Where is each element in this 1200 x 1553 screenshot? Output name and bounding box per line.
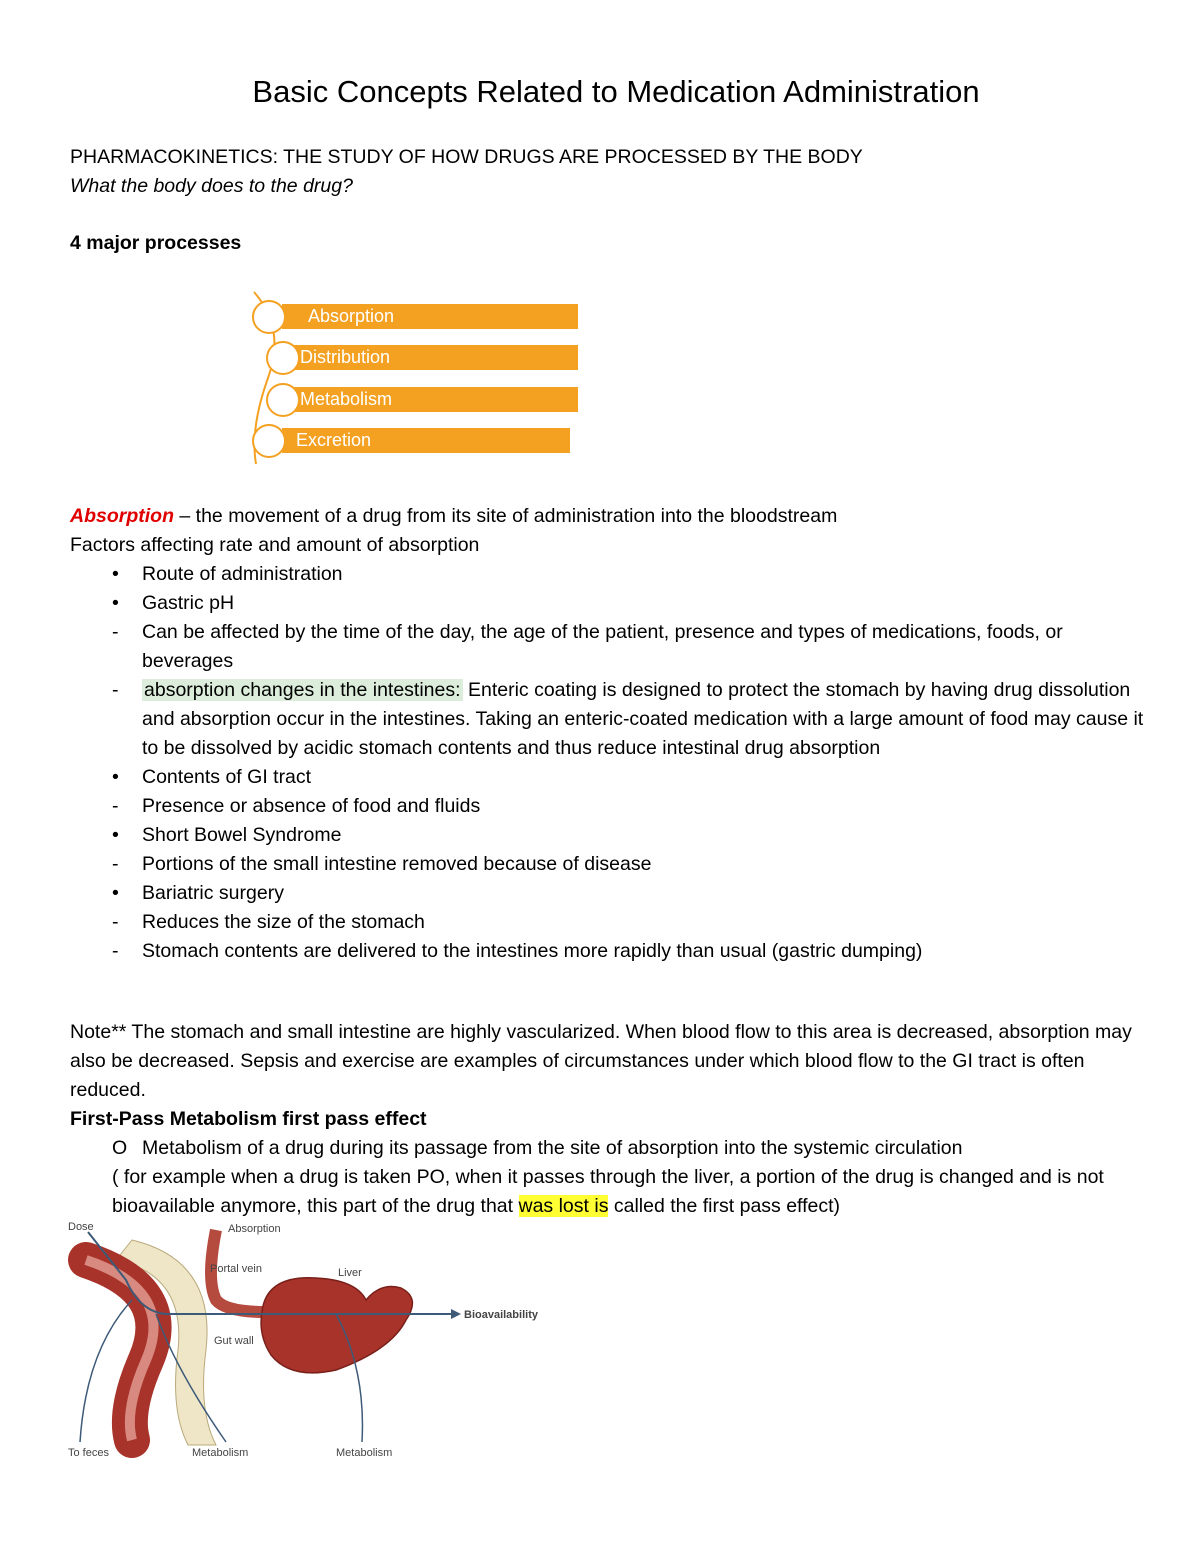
- factor-bullet: -: [112, 621, 119, 643]
- process-node: [266, 383, 300, 417]
- factor-text: Reduces the size of the stomach: [142, 911, 425, 933]
- factor-bullet: -: [112, 940, 119, 962]
- factor-text: Short Bowel Syndrome: [142, 824, 342, 846]
- factor-bullet: •: [112, 592, 119, 614]
- factor-highlight: absorption changes in the intestines:: [144, 679, 461, 701]
- factor-bullet: -: [112, 911, 119, 933]
- page-title: Basic Concepts Related to Medication Administration: [252, 74, 980, 109]
- intestine-tube: [86, 1260, 154, 1440]
- label-bioavailability: Bioavailability: [464, 1309, 538, 1321]
- absorption-definition-text: – the movement of a drug from its site of administration into the bloodstream: [173, 505, 838, 527]
- process-absorption: [282, 304, 578, 329]
- factor-text: Presence or absence of food and fluids: [142, 795, 481, 817]
- label-portal-vein: Portal vein: [210, 1263, 262, 1275]
- factor-bullet: •: [112, 882, 119, 904]
- factor-item: [70, 618, 1145, 676]
- absorption-definition: [70, 502, 1145, 531]
- factor-text: Contents of GI tract: [142, 766, 312, 788]
- factor-item: [70, 850, 1145, 879]
- factors-heading: Factors affecting rate and amount of absorption: [70, 534, 480, 556]
- process-label: Absorption: [308, 306, 395, 326]
- process-metabolism: [290, 387, 578, 412]
- factor-bullet: -: [112, 853, 119, 875]
- note-text: Note** The stomach and small intestine are highly vascularized. When blood flow to this area is decreased, absorption may also be decreased. Sepsis and exercise are examples of circumstances under which blood flow to the GI tract is often reduced.: [70, 1021, 1132, 1101]
- first-pass-bullet-mark: O: [112, 1137, 128, 1159]
- first-pass-example-text: ( for example when a drug is taken PO, when it passes through the liver, a portion of the drug is changed and is not bioavailable anymore, this part of the drug that: [112, 1166, 1104, 1217]
- note-section: [70, 1018, 1145, 1221]
- factor-text: Portions of the small intestine removed because of disease: [142, 853, 652, 875]
- label-gut-wall: Gut wall: [214, 1335, 254, 1347]
- label-metabolism-gut: Metabolism: [192, 1447, 249, 1459]
- factor-text: Gastric pH: [142, 592, 235, 614]
- first-pass-bullet: [70, 1134, 1145, 1163]
- first-pass-highlight: was lost is: [518, 1195, 609, 1217]
- factor-item: [70, 560, 1145, 589]
- factor-text: Bariatric surgery: [142, 882, 284, 904]
- factor-item: [70, 589, 1145, 618]
- factor-item: [70, 937, 1145, 966]
- factor-text: Can be affected by the time of the day, the age of the patient, presence and types of medications, foods, or beverages: [142, 621, 1063, 672]
- label-liver: Liver: [338, 1267, 362, 1279]
- factor-bullet: -: [112, 679, 119, 701]
- factor-item: [70, 676, 1145, 763]
- factor-item: [70, 763, 1145, 792]
- process-label: Distribution: [300, 347, 391, 367]
- first-pass-illustration: [66, 1220, 546, 1460]
- factors-list: [70, 560, 1145, 966]
- process-excretion: [282, 428, 570, 453]
- pharmacokinetics-heading: PHARMACOKINETICS: THE STUDY OF HOW DRUGS ARE PROCESSED BY THE BODY: [70, 146, 863, 168]
- processes-heading: 4 major processes: [70, 232, 242, 254]
- absorption-section: [70, 502, 1145, 966]
- label-absorption: Absorption: [228, 1223, 281, 1235]
- factor-bullet: •: [112, 563, 119, 585]
- bioavailability-arrowhead: [451, 1309, 461, 1319]
- factor-item: [70, 879, 1145, 908]
- label-to-feces: To feces: [68, 1447, 109, 1459]
- process-node: [252, 300, 286, 334]
- process-label: Excretion: [296, 430, 372, 450]
- first-pass-heading: First-Pass Metabolism first pass effect: [70, 1108, 427, 1130]
- process-distribution: [290, 345, 578, 370]
- process-node: [252, 424, 286, 458]
- factor-bullet: •: [112, 766, 119, 788]
- factor-item: [70, 908, 1145, 937]
- label-metabolism-liver: Metabolism: [336, 1447, 393, 1459]
- first-pass-example-end: called the first pass effect): [608, 1195, 841, 1217]
- pharmacokinetics-question: What the body does to the drug?: [70, 175, 353, 197]
- first-pass-definition: Metabolism of a drug during its passage from the site of absorption into the systemic circulation: [142, 1137, 963, 1159]
- process-node: [266, 341, 300, 375]
- factor-bullet: -: [112, 795, 119, 817]
- liver-shape: [261, 1278, 412, 1373]
- factor-item: [70, 821, 1145, 850]
- absorption-term: Absorption: [70, 505, 174, 527]
- process-label: Metabolism: [300, 389, 393, 409]
- factor-text: Enteric coating is designed to protect the stomach by having drug dissolution and absorption occur in the intestines. Taking an enteric-coated medication with a large amount of food may cause it to be dissolved by acidic stomach contents and thus reduce intestinal drug absorption: [142, 679, 1144, 759]
- factor-bullet: •: [112, 824, 119, 846]
- first-pass-example: [70, 1163, 1145, 1221]
- factor-text: Stomach contents are delivered to the intestines more rapidly than usual (gastric dumping): [142, 940, 923, 962]
- label-dose: Dose: [68, 1221, 94, 1233]
- factor-item: [70, 792, 1145, 821]
- factor-text: Route of administration: [142, 563, 343, 585]
